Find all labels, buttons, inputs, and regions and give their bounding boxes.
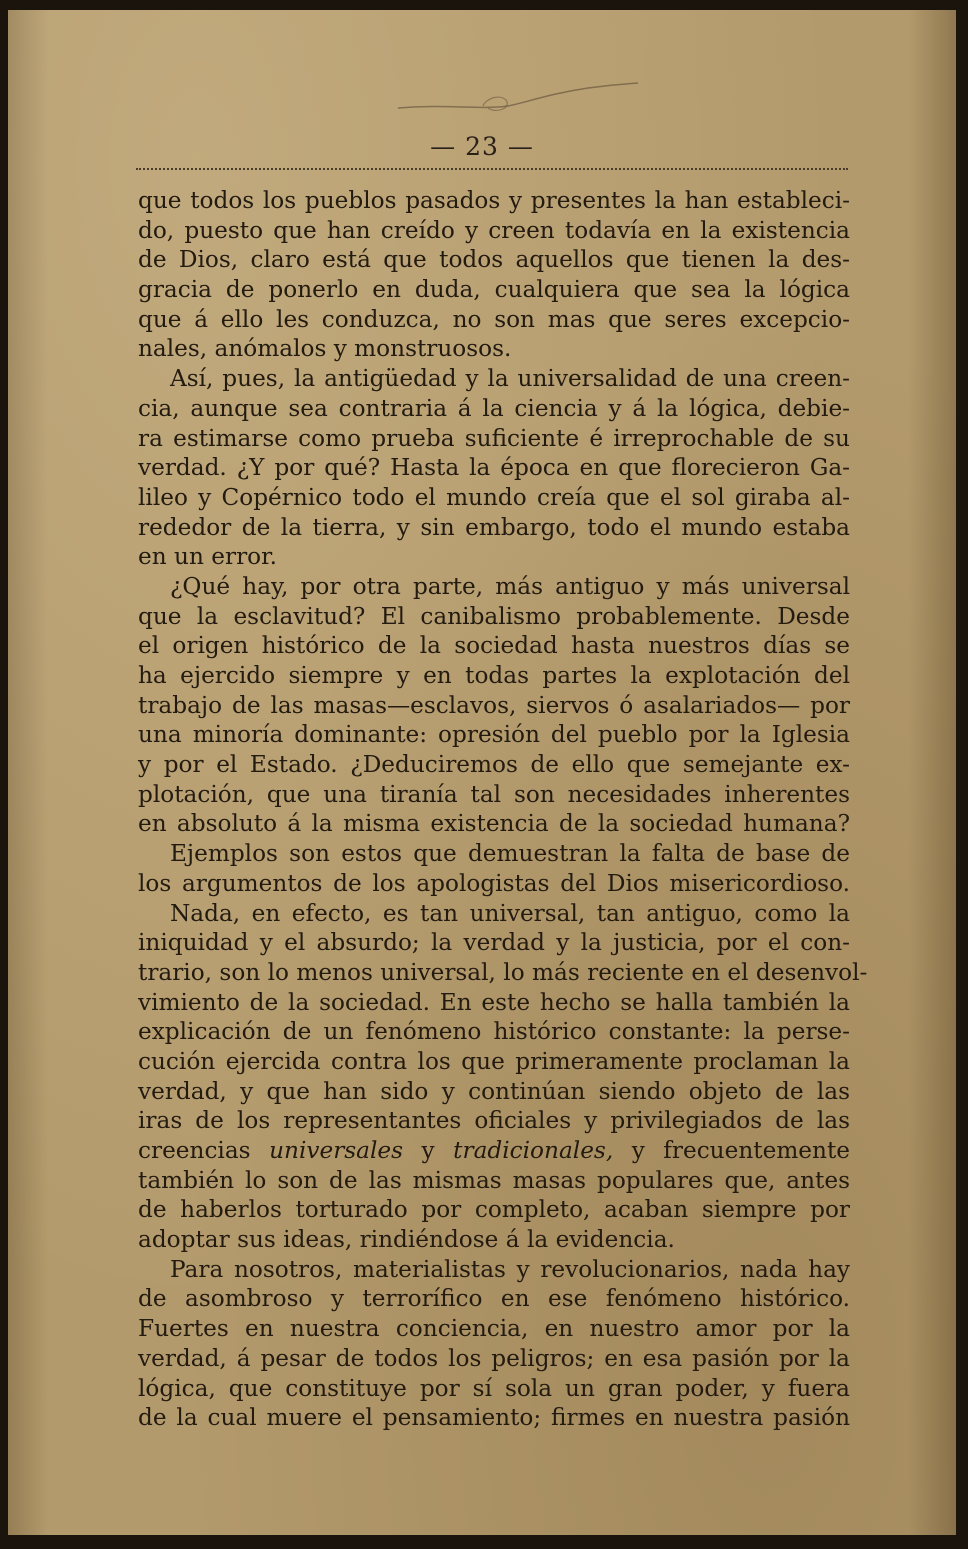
text-line: do, puesto que han creído y creen todavía en la existencia [138, 216, 850, 244]
text-line: una minoría dominante: opresión del pueblo por la Iglesia [138, 721, 850, 749]
book-page [8, 10, 956, 1535]
text-line: de haberlos torturado por completo, acaban siempre por [138, 1196, 850, 1224]
text-line: que todos los pueblos pasados y presentes la han estableci- [138, 187, 850, 214]
text-line: también lo son de las mismas masas populares que, antes [138, 1166, 850, 1194]
page-number: — 23 — [430, 132, 534, 161]
text-line: rededor de la tierra, y sin embargo, todo el mundo estaba [138, 513, 850, 541]
text-line: lógica, que constituye por sí sola un gran poder, y fuera [138, 1374, 850, 1402]
text-line: adoptar sus ideas, rindiéndose á la evidencia. [138, 1226, 675, 1254]
text-line: verdad, á pesar de todos los peligros; en esa pasión por la [138, 1344, 850, 1372]
text-line: el origen histórico de la sociedad hasta nuestros días se [138, 632, 850, 660]
body-text [138, 186, 868, 1433]
text-line: Así, pues, la antigüedad y la universalidad de una creen- [170, 365, 850, 393]
text-line: ha ejercido siempre y en todas partes la explotación del [138, 662, 850, 689]
italic-word: universales [269, 1137, 404, 1164]
text-line: plotación, que una tiranía tal son necesidades inherentes [138, 780, 850, 808]
text-line: y por el Estado. ¿Deduciremos de ello que semejante ex- [138, 751, 850, 779]
text-line: iras de los representantes oficiales y privilegiados de las [138, 1107, 850, 1135]
text-line: verdad. ¿Y por qué? Hasta la época en que florecieron Ga- [138, 454, 850, 482]
text-line: Para nosotros, materialistas y revolucionarios, nada hay [170, 1255, 850, 1283]
text-line: los argumentos de los apologistas del Dios misericordioso. [138, 869, 850, 897]
text-line: gracia de ponerlo en duda, cualquiera que sea la lógica [138, 276, 850, 304]
text-segment: y [403, 1137, 454, 1164]
text-line: trario, son lo menos universal, lo más reciente en el desenvol- [138, 958, 868, 986]
text-line: nales, anómalos y monstruosos. [138, 335, 512, 363]
text-line: en un error. [138, 543, 278, 571]
text-line: ¿Qué hay, por otra parte, más antiguo y más universal [170, 572, 850, 600]
text-line: cia, aunque sea contraria á la ciencia y á la lógica, debie- [138, 394, 850, 422]
text-line: explicación de un fenómeno histórico constante: la perse- [138, 1018, 850, 1046]
text-segment: y frecuentemente [613, 1137, 850, 1164]
text-line: que la esclavitud? El canibalismo probablemente. Desde [138, 602, 850, 630]
text-line: de Dios, claro está que todos aquellos que tienen la des- [138, 246, 850, 274]
text-line: Nada, en efecto, es tan universal, tan antiguo, como la [170, 899, 850, 927]
text-line: que á ello les conduzca, no son mas que seres excepcio- [138, 305, 850, 333]
text-line: Ejemplos son estos que demuestran la falta de base de [170, 840, 850, 868]
header-rule [136, 168, 848, 170]
text-line: Fuertes en nuestra conciencia, en nuestro amor por la [138, 1315, 850, 1343]
text-line: lileo y Copérnico todo el mundo creía que el sol giraba al- [138, 483, 850, 511]
text-line: vimiento de la sociedad. En este hecho se halla también la [138, 988, 850, 1016]
text-line: verdad, y que han sido y continúan siendo objeto de las [138, 1077, 850, 1105]
text-line: trabajo de las masas—esclavos, siervos ó asalariados— por [138, 691, 850, 719]
text-line: de asombroso y terrorífico en ese fenómeno histórico. [138, 1285, 850, 1313]
text-line [138, 1136, 850, 1166]
text-line: de la cual muere el pensamiento; firmes en nuestra pasión [138, 1404, 850, 1432]
text-line: ra estimarse como prueba suficiente é irreprochable de su [138, 424, 850, 452]
text-line: iniquidad y el absurdo; la verdad y la justicia, por el con- [138, 929, 850, 957]
text-line: en absoluto á la misma existencia de la sociedad humana? [138, 810, 850, 838]
text-segment: creencias [138, 1137, 270, 1164]
italic-word: tradicionales, [453, 1137, 614, 1164]
decorative-flourish [388, 80, 648, 130]
text-line: cución ejercida contra los que primeramente proclaman la [138, 1047, 850, 1075]
